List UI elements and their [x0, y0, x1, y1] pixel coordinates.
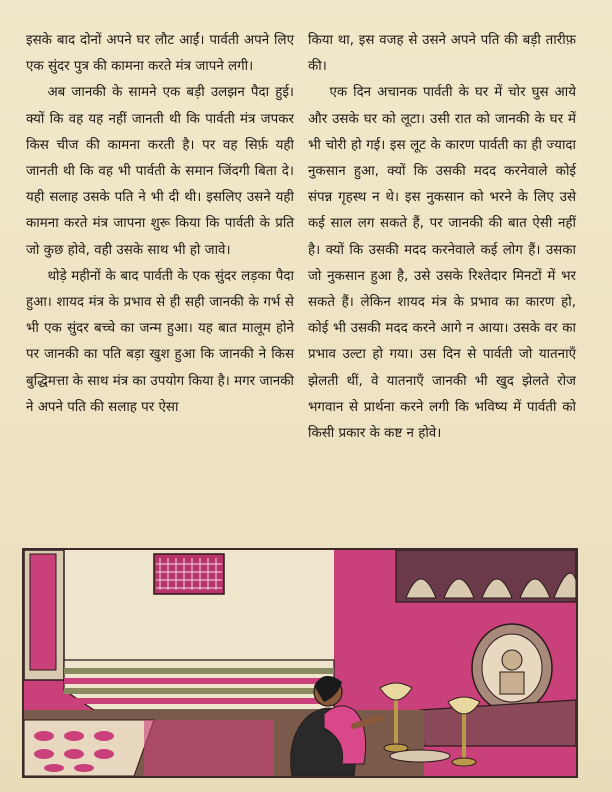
paragraph: इसके बाद दोनों अपने घर लौट आईं। पार्वती अपने लिए एक सुंदर पुत्र की कामना करते मंत्र जापने लगी। [26, 33, 294, 75]
illustration-scene [24, 550, 576, 776]
text-column-right [308, 28, 576, 447]
deity-idol [472, 624, 552, 712]
paragraph: अब जानकी के सामने एक बड़ी उलझन पैदा हुई। क्यों कि वह यह नहीं जानती थी कि पार्वती मंत्र जपकर किस चीज की कामना करती है। पर वह सिर्फ़ यही जानती थी कि वह भी पार्वती के समान जिंदगी बिता दे। यही सलाह उसके पति ने भी दी थी। इसलिए उसने यही कामना करते मंत्र जापना शुरू किया कि पार्वती के प्रति जो कुछ होवे, वही उसके साथ भी हो जावे। [26, 85, 294, 258]
paragraph: किया था, इस वजह से उसने अपने पति की बड़ी तारीफ़ की। [308, 33, 576, 75]
story-illustration [22, 548, 578, 778]
shrine-arches [396, 550, 576, 602]
door-panel [30, 554, 56, 670]
offering-plate [390, 750, 450, 762]
paragraph: थोड़े महीनों के बाद पार्वती के एक सुंदर लड़का पैदा हुआ। शायद मंत्र के प्रभाव से ही सही जानकी के गर्भ से भी एक सुंदर बच्चे का जन्म हुआ। यह बात मालूम होने पर जानकी का पति बड़ा खुश हुआ कि जानकी ने किस बुद्धिमत्ता के साथ मंत्र का उपयोग किया है। मगर जानकी ने अपने पति की सलाह पर ऐसा [26, 268, 294, 415]
floor-mat [144, 720, 274, 776]
text-column-left [26, 28, 294, 421]
raised-platform [64, 660, 334, 710]
paragraph: एक दिन अचानक पार्वती के घर में चोर घुस आये और उसके घर को लूटा। उसी रात को जानकी के घर में भी चोरी हो गई। इस लूट के कारण पार्वती का ही ज्यादा नुकसान हुआ, क्यों कि उसकी मदद करनेवाले कोई संपन्न गृहस्थ न थे। इस नुकसान को भरने के लिए उसे कई साल लग सकते हैं, पर जानकी की बात ऐसी नहीं है। क्यों कि उसकी मदद करनेवाले कई लोग हैं। उसका जो नुकसान हुआ है, उसे उसके रिश्तेदार मिनटों में भर सकते हैं। लेकिन शायद मंत्र के प्रभाव का कारण हो, कोई भी उसकी मदद करने आगे न आया। उसके वर का प्रभाव उल्टा हो गया। उस दिन से पार्वती जो यातनाएँ झेलती थीं, वे यातनाएँ जानकी भी खुद झेलते रोज भगवान से प्रार्थना करने लगी कि भविष्य में पार्वती को किसी प्रकार के कष्ट न होवे। [308, 85, 576, 442]
